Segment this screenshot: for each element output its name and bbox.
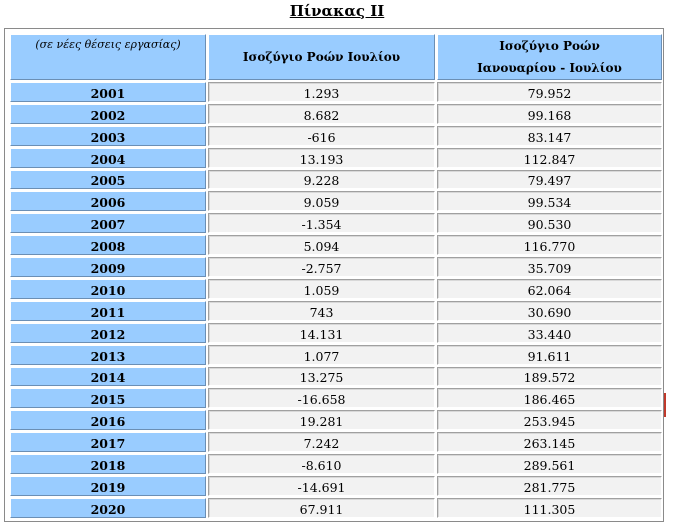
table-row — [10, 170, 662, 190]
table-title: Πίνακας ΙΙ — [289, 2, 385, 20]
year-cell: 2006 — [10, 191, 206, 211]
jan-jul-balance-cell: 91.611 — [437, 345, 662, 365]
table-row — [10, 301, 662, 321]
year-cell: 2009 — [10, 257, 206, 277]
july-balance-cell: 8.682 — [208, 104, 435, 124]
jan-jul-balance-cell: 116.770 — [437, 235, 662, 255]
table-row — [10, 148, 662, 168]
jan-jul-balance-cell: 62.064 — [437, 279, 662, 299]
jan-jul-balance-cell: 281.775 — [437, 476, 662, 496]
year-cell: 2014 — [10, 367, 206, 387]
year-cell: 2012 — [10, 323, 206, 343]
july-balance-cell: -14.691 — [208, 476, 435, 496]
jan-jul-balance-cell: 99.534 — [437, 191, 662, 211]
year-cell: 2005 — [10, 170, 206, 190]
year-cell: 2010 — [10, 279, 206, 299]
table-row — [10, 410, 662, 430]
jan-jul-balance-cell: 30.690 — [437, 301, 662, 321]
table-row — [10, 388, 662, 408]
jan-jul-balance-cell: 90.530 — [437, 213, 662, 233]
year-cell: 2015 — [10, 388, 206, 408]
july-balance-cell: 1.077 — [208, 345, 435, 365]
jan-jul-balance-cell: 83.147 — [437, 126, 662, 146]
july-balance-cell: 1.059 — [208, 279, 435, 299]
july-balance-cell: 14.131 — [208, 323, 435, 343]
jan-jul-balance-cell: 112.847 — [437, 148, 662, 168]
table-row — [10, 367, 662, 387]
year-cell: 2020 — [10, 498, 206, 518]
year-cell: 2008 — [10, 235, 206, 255]
table-row — [10, 126, 662, 146]
july-balance-cell: 67.911 — [208, 498, 435, 518]
table-row — [10, 257, 662, 277]
year-cell: 2018 — [10, 454, 206, 474]
july-balance-cell: 5.094 — [208, 235, 435, 255]
year-cell: 2011 — [10, 301, 206, 321]
jan-jul-balance-cell: 186.465 — [437, 388, 662, 408]
july-balance-cell: -2.757 — [208, 257, 435, 277]
table-row — [10, 476, 662, 496]
year-cell: 2017 — [10, 432, 206, 452]
data-table-frame — [4, 28, 664, 522]
year-cell: 2002 — [10, 104, 206, 124]
table-row — [10, 345, 662, 365]
table-row — [10, 432, 662, 452]
table-row — [10, 454, 662, 474]
july-balance-cell: 7.242 — [208, 432, 435, 452]
year-cell: 2001 — [10, 82, 206, 102]
table-row — [10, 213, 662, 233]
table-header-row — [10, 34, 662, 80]
column-header-jan-jul — [437, 34, 662, 80]
july-balance-cell: -16.658 — [208, 388, 435, 408]
jan-jul-balance-cell: 99.168 — [437, 104, 662, 124]
column-header-july: Ισοζύγιο Ροών Ιουλίου — [208, 34, 435, 80]
table-row — [10, 279, 662, 299]
edge-marker — [664, 393, 666, 417]
year-cell: 2003 — [10, 126, 206, 146]
column-header-jan-jul-line2: Ιανουαρίου - Ιουλίου — [477, 61, 622, 75]
jan-jul-balance-cell: 79.497 — [437, 170, 662, 190]
table-row — [10, 104, 662, 124]
table-row — [10, 191, 662, 211]
jan-jul-balance-cell: 263.145 — [437, 432, 662, 452]
table-row — [10, 498, 662, 518]
year-cell: 2016 — [10, 410, 206, 430]
employment-flows-table — [8, 32, 664, 520]
jan-jul-balance-cell: 189.572 — [437, 367, 662, 387]
jan-jul-balance-cell: 253.945 — [437, 410, 662, 430]
jan-jul-balance-cell: 111.305 — [437, 498, 662, 518]
july-balance-cell: 19.281 — [208, 410, 435, 430]
year-cell: 2013 — [10, 345, 206, 365]
jan-jul-balance-cell: 33.440 — [437, 323, 662, 343]
july-balance-cell: 9.059 — [208, 191, 435, 211]
year-cell: 2007 — [10, 213, 206, 233]
table-row — [10, 82, 662, 102]
year-cell: 2019 — [10, 476, 206, 496]
jan-jul-balance-cell: 35.709 — [437, 257, 662, 277]
table-row — [10, 323, 662, 343]
july-balance-cell: 13.275 — [208, 367, 435, 387]
july-balance-cell: 13.193 — [208, 148, 435, 168]
year-cell: 2004 — [10, 148, 206, 168]
jan-jul-balance-cell: 289.561 — [437, 454, 662, 474]
units-note: (σε νέες θέσεις εργασίας) — [10, 34, 206, 80]
july-balance-cell: 1.293 — [208, 82, 435, 102]
jan-jul-balance-cell: 79.952 — [437, 82, 662, 102]
july-balance-cell: -616 — [208, 126, 435, 146]
table-row — [10, 235, 662, 255]
column-header-jan-jul-line1: Ισοζύγιο Ροών — [499, 39, 600, 53]
july-balance-cell: -1.354 — [208, 213, 435, 233]
july-balance-cell: 9.228 — [208, 170, 435, 190]
july-balance-cell: -8.610 — [208, 454, 435, 474]
july-balance-cell: 743 — [208, 301, 435, 321]
